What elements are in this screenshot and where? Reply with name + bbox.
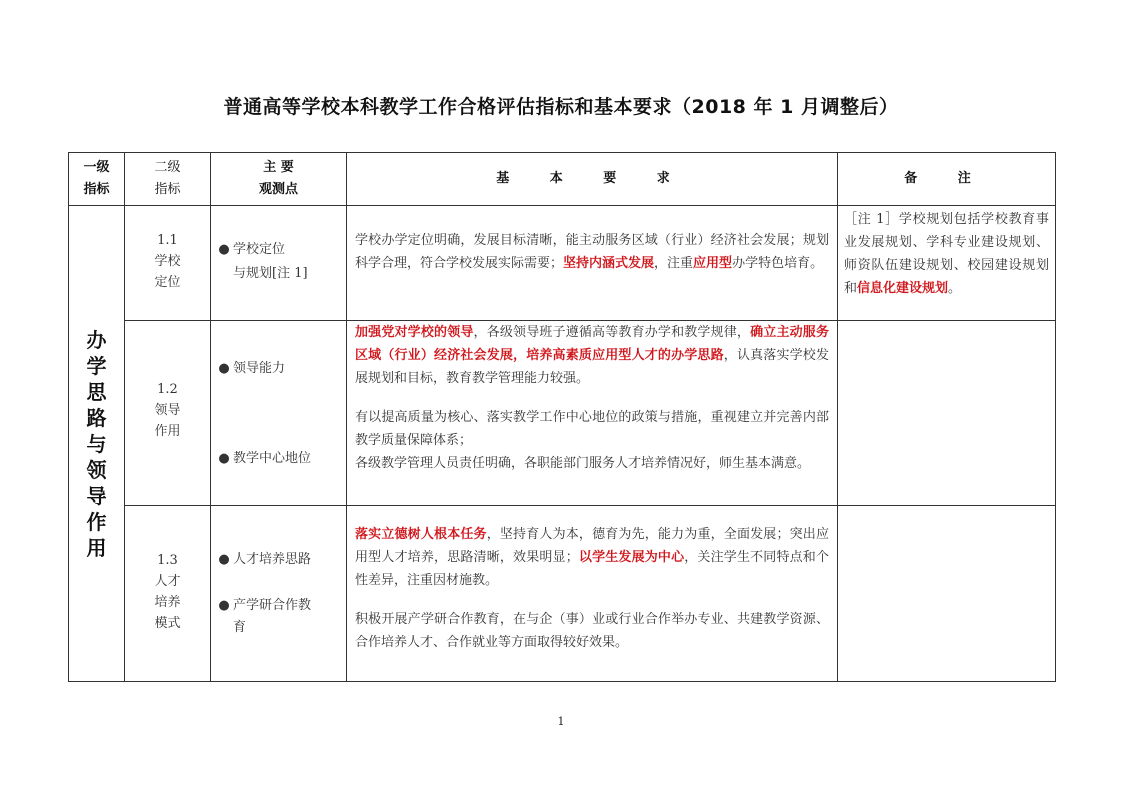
requirements-text [355,523,829,592]
level2-cell-1-1 [125,206,211,321]
level2-name-line: 领导 [154,403,181,418]
body-text: ，坚持育人为本，德育为先，能力为重，全面发展；突出应用型人才培养，思路清晰，效果明显； [355,527,829,565]
table-row-1-3 [69,506,1056,682]
level1-indicator: 办学思路与领导作用 [86,327,107,560]
bullet-icon: ● [218,242,230,257]
header-level1-line1: 一级 [83,160,110,175]
level2-name-line: 定位 [154,275,181,290]
notes-cell-1-2 [838,321,1056,506]
level2-name-line: 作用 [154,424,181,439]
point-label: 领导能力 [233,361,286,376]
level2-cell-1-2 [125,321,211,506]
body-text: ，认真落实学校发展规划和目标，教育教学管理能力较强。 [355,348,829,386]
body-text: ，各级领导班子遵循高等教育办学和教学规律， [473,325,751,340]
header-requirements [347,153,838,206]
header-notes [838,153,1056,206]
point-label-cont: 育 [233,620,247,635]
points-cell-1-2 [211,321,347,506]
bullet-icon: ● [218,598,230,613]
level2-name-line: 培养 [154,595,181,610]
note-text [844,208,1049,300]
points-cell-1-1 [211,206,347,321]
header-notes-label: 备 注 [904,171,989,186]
notes-cell-1-1 [838,206,1056,321]
requirements-cell-1-2 [347,321,838,506]
emphasis-text: 落实立德树人根本任务 [355,527,487,542]
requirements-text-2: 积极开展产学研合作教育，在与企（事）业或行业合作举办专业、共建教学资源、合作培养人才、合作就业等方面取得较好效果。 [355,612,829,650]
body-text: 办学特色培育。 [732,256,824,271]
level1-cell [69,206,125,682]
table-row-1-2 [69,321,1056,506]
bullet-icon: ● [218,361,230,376]
body-text: ，注重 [654,256,694,271]
emphasis-text: 信息化建设规划 [857,281,949,296]
requirements-text-2a: 有以提高质量为核心、落实教学工作中心地位的政策与措施，重视建立并完善内部教学质量保障体系； [355,410,829,448]
point-label: 产学研合作教 [233,598,312,613]
header-points-line1: 主 要 [263,160,294,175]
header-level2-line1: 二级 [154,160,181,175]
bullet-icon: ● [218,552,230,567]
point-label-cont: 与规划[注 1] [233,266,308,281]
header-level1 [69,153,125,206]
requirements-text [355,229,829,275]
requirements-cell-1-1 [347,206,838,321]
evaluation-table [68,152,1056,682]
level2-name-line: 人才 [154,574,181,589]
header-level2 [125,153,211,206]
requirements-cell-1-3 [347,506,838,682]
level2-name-line: 模式 [154,616,181,631]
emphasis-text: 坚持内涵式发展 [563,256,655,271]
level2-code: 1.1 [157,233,178,248]
requirements-text [355,321,829,390]
header-level1-line2: 指标 [83,182,110,197]
table-row-1-1 [69,206,1056,321]
page-number: 1 [557,715,565,728]
point-label: 人才培养思路 [233,552,312,567]
body-text: 学校办学定位明确，发展目标清晰，能主动服务区域（行业）经济社会发展；规划科学合理，符合学校发展实际需要； [355,233,829,271]
body-text: ［注 1］学校规划包括学校教育事业发展规划、学科专业建设规划、师资队伍建设规划、校园建设规划和 [844,212,1049,296]
level2-name-line: 学校 [154,254,181,269]
body-text: ，关注学生不同特点和个性差异，注重因材施教。 [355,550,829,588]
notes-cell-1-3 [838,506,1056,682]
requirements-text-2b: 各级教学管理人员责任明确，各职能部门服务人才培养情况好，师生基本满意。 [355,456,811,471]
header-points-line2: 观测点 [258,182,298,197]
level2-code: 1.2 [157,382,178,397]
header-requirements-label: 基 本 要 求 [496,171,688,186]
emphasis-text: 确立主动服务区域（行业）经济社会发展，培养高素质应用型人才的办学思路 [355,325,829,363]
header-points [211,153,347,206]
point-label: 教学中心地位 [233,451,312,466]
emphasis-text: 应用型 [693,256,733,271]
point-label: 学校定位 [233,242,286,257]
points-cell-1-3 [211,506,347,682]
level2-cell-1-3 [125,506,211,682]
level2-code: 1.3 [157,553,178,568]
emphasis-text: 以学生发展为中心 [578,550,685,565]
emphasis-text: 加强党对学校的领导 [355,325,474,340]
bullet-icon: ● [218,451,230,466]
document-title: 普通高等学校本科教学工作合格评估指标和基本要求（2018 年 1 月调整后） [223,96,899,118]
body-text: 。 [948,281,962,296]
header-row [69,153,1056,206]
header-level2-line2: 指标 [154,182,181,197]
